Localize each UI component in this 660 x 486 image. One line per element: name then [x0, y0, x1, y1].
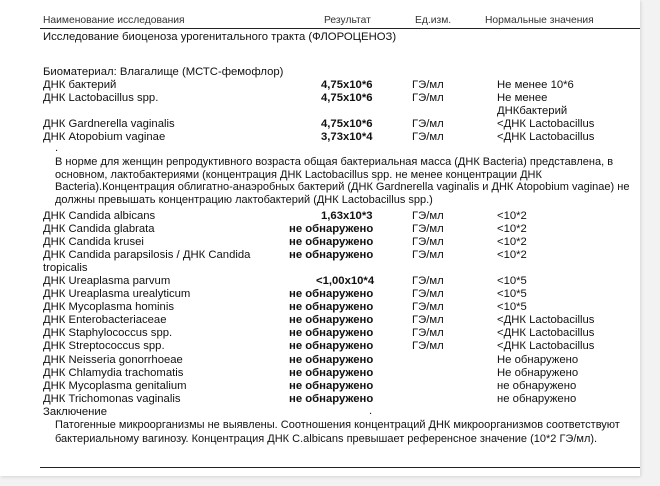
- header-col-name: Наименование исследования: [43, 15, 185, 26]
- row-name: ДНК Atopobium vaginae: [43, 131, 166, 143]
- row-norm: <10*5: [497, 275, 527, 287]
- row-norm: <ДНК Lactobacillus: [497, 327, 595, 339]
- row-result: не обнаружено: [289, 236, 374, 248]
- header-divider: [40, 28, 640, 29]
- row-result: не обнаружено: [289, 327, 374, 339]
- conclusion-dot: .: [369, 405, 373, 417]
- row-unit: ГЭ/мл: [412, 223, 444, 235]
- row-result: не обнаружено: [289, 380, 374, 392]
- row-result: не обнаружено: [289, 288, 374, 300]
- row-result: 4,75х10*6: [321, 92, 373, 104]
- row-result: не обнаружено: [289, 223, 374, 235]
- row-norm: <10*2: [497, 210, 527, 222]
- row-unit: ГЭ/мл: [412, 275, 444, 287]
- row-unit: ГЭ/мл: [412, 288, 444, 300]
- row-result: не обнаружено: [289, 367, 374, 379]
- header-col-unit: Ед.изм.: [415, 15, 452, 26]
- row-name: ДНК Enterobacteriaceae: [43, 314, 167, 326]
- row-name: ДНК бактерий: [43, 79, 117, 91]
- row-norm: <ДНК Lactobacillus: [497, 314, 595, 326]
- row-name: ДНК Mycoplasma hominis: [43, 301, 175, 313]
- header-col-result: Результат: [324, 15, 371, 26]
- row-name: ДНК Neisseria gonorrhoeae: [43, 354, 183, 366]
- row-norm: <10*5: [497, 301, 527, 313]
- row-norm: Не менее 10*6: [497, 79, 574, 91]
- row-result: 4,75х10*6: [321, 79, 373, 91]
- row-norm: Не обнаружено: [497, 367, 579, 379]
- conclusion-text: Патогенные микроорганизмы не выявлены. Соотношения концентраций ДНК микроорганизмов соответствуют бактериальному вагинозу. Концентрация ДНК C.albicans превышает референсное значение (10*2 ГЭ/мл).: [55, 419, 620, 445]
- reference-note: В норме для женщин репродуктивного возраста общая бактериальная масса (ДНК Bacteria) представлена, в основном, лактобактериями (концентрация ДНК Lactobacillus spp. не менее концентрации ДНК Bacteria).Концентрация облигатно-анаэробных бактерий (ДНК Gardnerella vaginalis и ДНК Atopobium vaginae) не должны превышать концентрацию лактобактерий (ДНК Lactobacillus spp.): [55, 156, 630, 206]
- row-unit: ГЭ/мл: [412, 249, 444, 261]
- row-name: ДНК Lactobacillus spp.: [43, 92, 159, 104]
- row-result: <1,00х10*4: [316, 275, 375, 287]
- row-norm: <10*5: [497, 288, 527, 300]
- row-name: ДНК Candida albicans: [43, 210, 156, 222]
- row-result: не обнаружено: [289, 340, 374, 352]
- row-norm: <10*2: [497, 223, 527, 235]
- row-result: не обнаружено: [289, 354, 374, 366]
- row-name: ДНК Ureaplasma urealyticum: [43, 288, 191, 300]
- row-unit: ГЭ/мл: [412, 340, 444, 352]
- row-result: не обнаружено: [289, 314, 374, 326]
- row-norm: не обнаружено: [497, 380, 577, 392]
- row-norm: <ДНК Lactobacillus: [497, 131, 595, 143]
- conclusion-label: Заключение: [43, 406, 107, 418]
- row-unit: ГЭ/мл: [412, 79, 444, 91]
- header-col-norm: Нормальные значения: [485, 15, 594, 26]
- row-result: не обнаружено: [289, 249, 374, 261]
- footer-divider: [40, 467, 640, 468]
- row-result: не обнаружено: [289, 301, 374, 313]
- row-name: ДНК Candida glabrata: [43, 223, 155, 235]
- row-result: 3,73х10*4: [321, 131, 373, 143]
- row-name: ДНК Candida parapsilosis / ДНК Candida tropicalis: [43, 249, 251, 274]
- row-norm: <10*2: [497, 249, 527, 261]
- row-unit: ГЭ/мл: [412, 301, 444, 313]
- row-name: ДНК Candida krusei: [43, 236, 144, 248]
- biomaterial: Биоматериал: Влагалище (МСТС-фемофлор): [43, 66, 284, 78]
- row-unit: ГЭ/мл: [412, 314, 444, 326]
- row-unit: ГЭ/мл: [412, 118, 444, 130]
- row-unit: ГЭ/мл: [412, 210, 444, 222]
- row-norm: <10*2: [497, 236, 527, 248]
- row-name: ДНК Mycoplasma genitalium: [43, 380, 187, 392]
- row-name: ДНК Staphylococcus spp.: [43, 327, 173, 339]
- row-name: ДНК Ureaplasma parvum: [43, 275, 171, 287]
- row-name: ДНК Chlamydia trachomatis: [43, 367, 184, 379]
- row-name: ДНК Streptococcus spp.: [43, 340, 165, 352]
- row-norm: Не менее ДНКбактерий: [497, 92, 568, 117]
- row-norm: не обнаружено: [497, 393, 577, 405]
- row-unit: ГЭ/мл: [412, 92, 444, 104]
- separator-dot: .: [55, 142, 59, 154]
- row-unit: ГЭ/мл: [412, 131, 444, 143]
- row-name: ДНК Trichomonas vaginalis: [43, 393, 181, 405]
- row-unit: ГЭ/мл: [412, 236, 444, 248]
- row-result: 1,63х10*3: [321, 210, 373, 222]
- row-norm: <ДНК Lactobacillus: [497, 118, 595, 130]
- row-norm: Не обнаружено: [497, 354, 579, 366]
- row-result: 4,75х10*6: [321, 118, 373, 130]
- row-result: не обнаружено: [289, 393, 374, 405]
- row-unit: ГЭ/мл: [412, 327, 444, 339]
- study-title: Исследование биоценоза урогенитального тракта (ФЛОРОЦЕНОЗ): [43, 31, 397, 43]
- row-name: ДНК Gardnerella vaginalis: [43, 118, 175, 130]
- row-norm: <ДНК Lactobacillus: [497, 340, 595, 352]
